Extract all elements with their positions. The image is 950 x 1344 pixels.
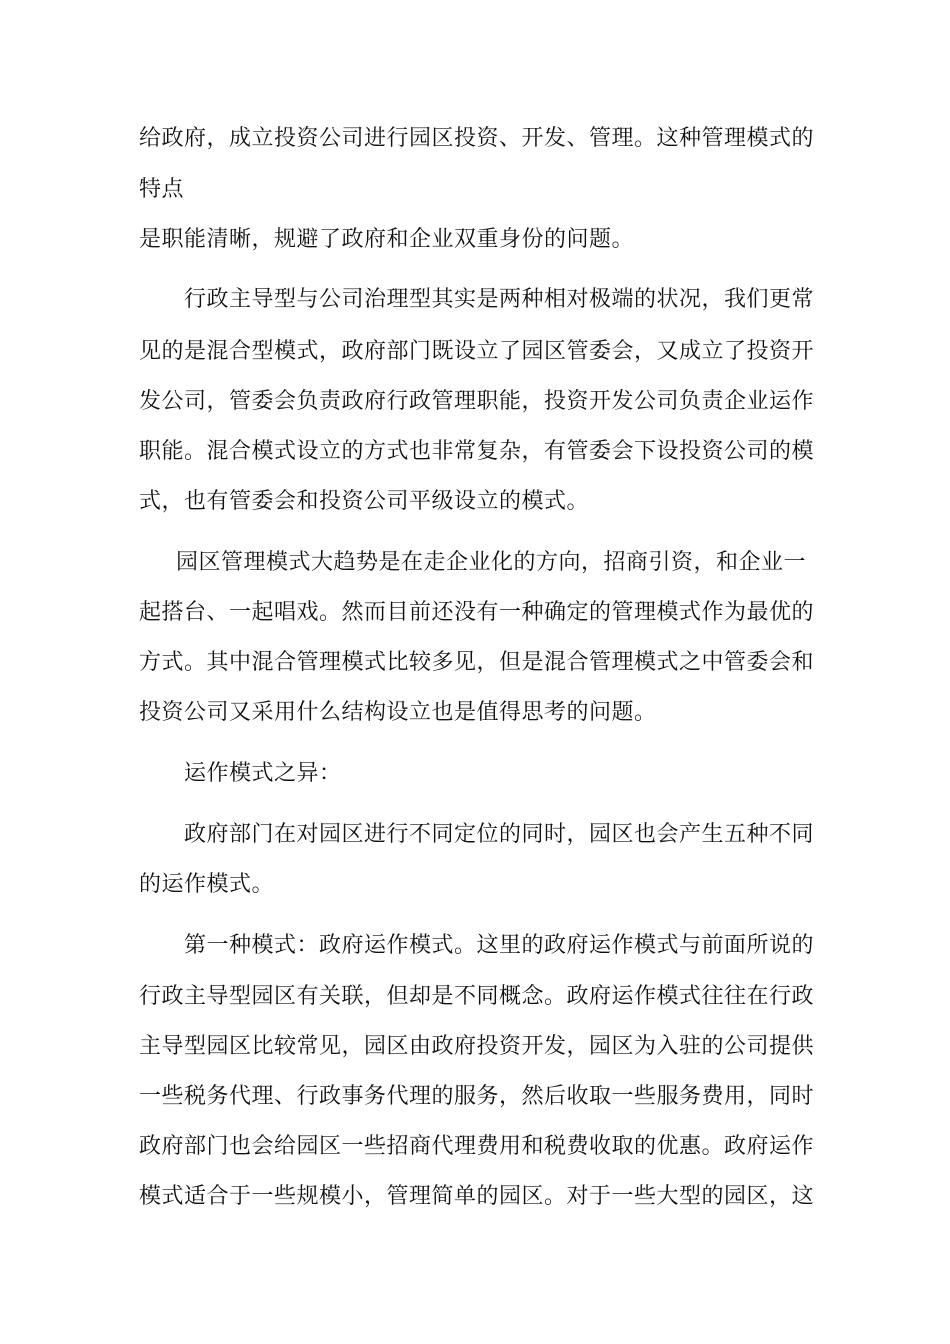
text-line: 的运作模式。 (139, 872, 275, 897)
section-heading: 运作模式之异： (184, 761, 342, 786)
text-line: 政府部门也会给园区一些招商代理费用和税费收取的优惠。政府运作 (139, 1134, 815, 1159)
text-line: 特点 (139, 177, 185, 202)
text-line: 一些税务代理、行政事务代理的服务，然后收取一些服务费用，同时 (139, 1084, 815, 1109)
text-line: 模式适合于一些规模小，管理简单的园区。对于一些大型的园区，这 (139, 1184, 815, 1209)
text-line: 式，也有管委会和投资公司平级设立的模式。 (139, 489, 590, 514)
text-line: 见的是混合型模式，政府部门既设立了园区管委会，又成立了投资开 (139, 339, 815, 364)
text-line: 发公司，管委会负责政府行政管理职能，投资开发公司负责企业运作 (139, 389, 815, 414)
text-line: 主导型园区比较常见，园区由政府投资开发，园区为入驻的公司提供 (139, 1034, 815, 1059)
text-line: 行政主导型园区有关联，但却是不同概念。政府运作模式往往在行政 (139, 984, 815, 1009)
text-line: 起搭台、一起唱戏。然而目前还没有一种确定的管理模式作为最优的 (139, 600, 815, 625)
text-line: 是职能清晰，规避了政府和企业双重身份的问题。 (139, 227, 635, 252)
text-line: 政府部门在对园区进行不同定位的同时，园区也会产生五种不同 (184, 822, 815, 847)
text-line: 投资公司又采用什么结构设立也是值得思考的问题。 (139, 700, 657, 725)
text-line: 行政主导型与公司治理型其实是两种相对极端的状况，我们更常 (184, 287, 815, 312)
text-line: 园区管理模式大趋势是在走企业化的方向，招商引资，和企业一 (176, 550, 807, 575)
text-line: 方式。其中混合管理模式比较多见，但是混合管理模式之中管委会和 (139, 650, 815, 675)
text-line: 给政府，成立投资公司进行园区投资、开发、管理。这种管理模式的 (139, 126, 815, 151)
text-line: 第一种模式：政府运作模式。这里的政府运作模式与前面所说的 (184, 933, 815, 958)
text-line: 职能。混合模式设立的方式也非常复杂，有管委会下设投资公司的模 (139, 439, 815, 464)
